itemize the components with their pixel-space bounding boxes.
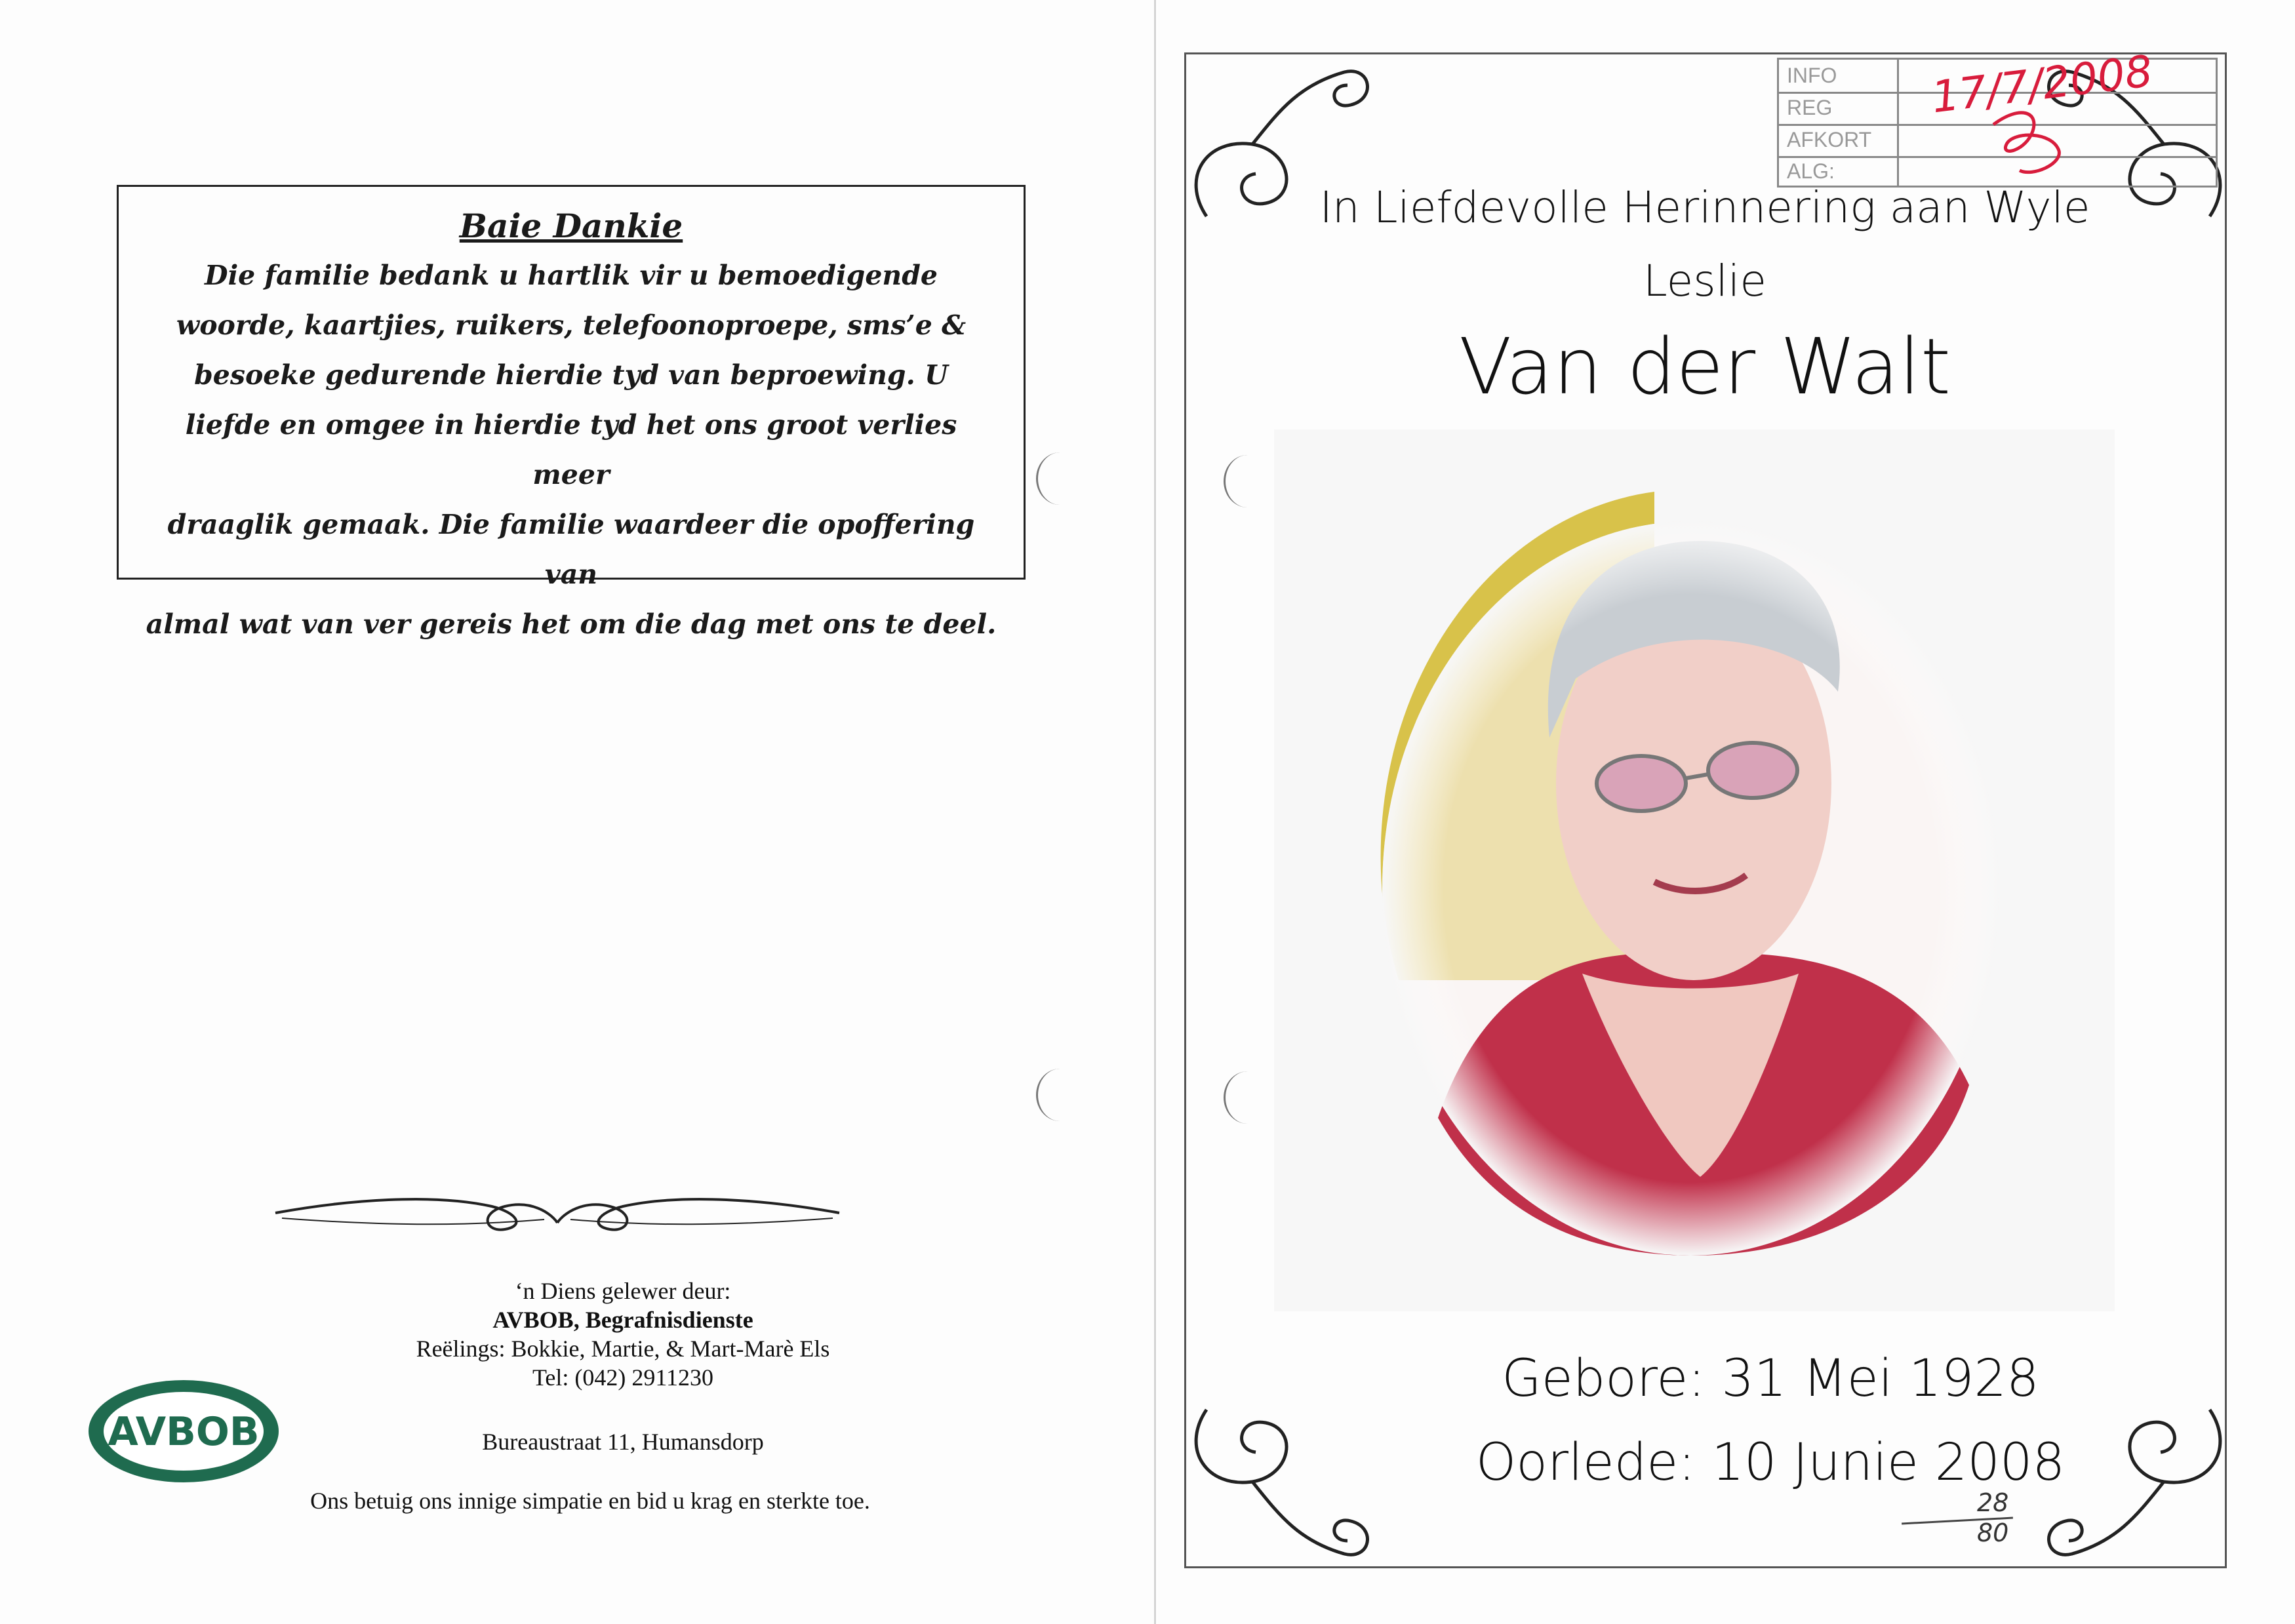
thank-you-line: draaglik gemaak. Die familie waardeer die opoffering van — [167, 509, 975, 590]
page-mark-top: 28 — [1977, 1488, 2009, 1517]
punch-hole-mark — [1224, 455, 1271, 507]
punch-hole-mark — [1036, 452, 1084, 505]
punch-hole-mark — [1224, 1071, 1271, 1124]
stamp-label: INFO — [1787, 64, 1837, 87]
stamp-label: AFKORT — [1787, 128, 1872, 151]
thank-you-heading: Baie Dankie — [459, 207, 683, 245]
avbob-logo — [85, 1376, 282, 1487]
flourish-ornament — [269, 1174, 846, 1246]
condolence-text: Ons betuig ons innige simpatie en bid u krag en sterkte toe. — [310, 1488, 870, 1514]
punch-hole-mark — [1036, 1069, 1084, 1121]
birth-date: Gebore: 31 Mei 1928 — [1502, 1349, 2039, 1408]
stamp-label: REG — [1787, 96, 1833, 119]
thank-you-line: liefde en omgee in hierdie tyd het ons groot verlies meer — [185, 409, 957, 490]
service-address: Bureaustraat 11, Humansdorp — [482, 1429, 764, 1455]
portrait-photo-area — [1274, 429, 2115, 1311]
handwritten-date: 17/7/2008 — [1928, 45, 2155, 123]
thank-you-line: besoeke gedurende hierdie tyd van beproewing. U — [194, 359, 948, 391]
service-intro: ‘n Diens gelewer deur: — [515, 1278, 731, 1304]
deceased-first-name: Leslie — [1643, 256, 1766, 306]
page-mark-bottom: 80 — [1977, 1518, 2009, 1547]
deceased-surname: Van der Walt — [1458, 321, 1951, 412]
stamp-label: ALG: — [1787, 159, 1835, 183]
thank-you-text — [145, 250, 997, 649]
service-phone: Tel: (042) 2911230 — [532, 1364, 714, 1391]
death-date: Oorlede: 10 Junie 2008 — [1475, 1433, 2066, 1492]
portrait-photo — [1274, 429, 2115, 1311]
service-company: AVBOB, Begrafnisdienste — [492, 1307, 753, 1333]
logo-text: AVBOB — [108, 1409, 260, 1455]
thank-you-line: Die familie bedank u hartlik vir u bemoedigende — [205, 260, 938, 291]
service-arrangements: Reëlings: Bokkie, Martie, & Mart-Marè Els — [416, 1336, 830, 1362]
thank-you-box — [117, 185, 1026, 640]
corner-scroll-bottom-left — [1180, 1364, 1377, 1580]
handwritten-signature — [1980, 98, 2079, 184]
thank-you-line: almal wat van ver gereis het om die dag met ons te deel. — [146, 608, 997, 640]
memorial-title: In Liefdevolle Herinnering aan Wyle — [1319, 182, 2090, 233]
thank-you-line: woorde, kaartjies, ruikers, telefoonoproepe, sms’e & — [176, 309, 967, 341]
page-fold — [1154, 0, 1156, 1624]
